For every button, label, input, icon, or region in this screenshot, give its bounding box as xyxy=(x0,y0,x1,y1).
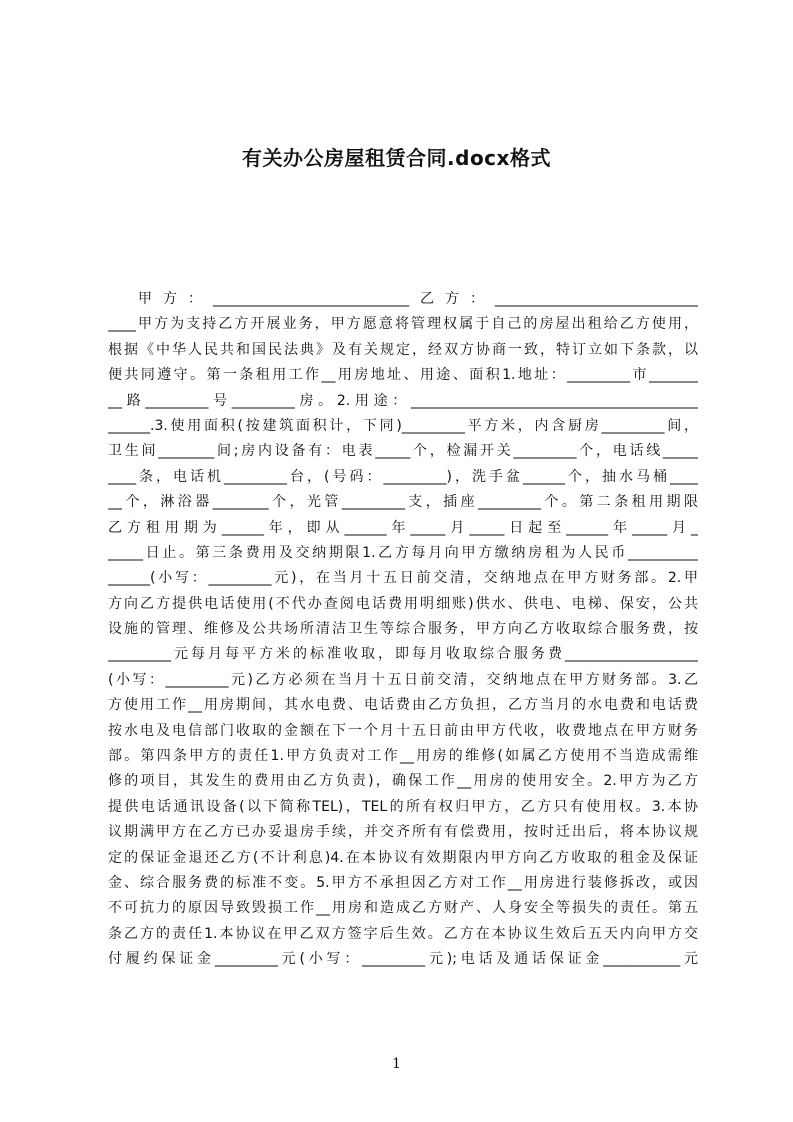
page-number: 1 xyxy=(392,1056,401,1072)
body-line: 条乙方的责任1.本协议在甲乙双方签字后生效。乙方在本协议生效后五天内向甲方交 xyxy=(108,925,698,942)
contract-body xyxy=(108,287,698,973)
body-line: ______.3.使用面积(按建筑面积计，下同)_________平方米，内含厨房_________间， xyxy=(108,417,698,434)
document-title: 有关办公房屋租赁合同.docx格式 xyxy=(242,146,551,170)
body-line: 按水电及电信部门收取的金额在下一个月十五日前由甲方代收，收费地点在甲方财务 xyxy=(108,722,698,739)
body-line: 方使用工作__用房期间，其水电费、电话费由乙方负担，乙方当月的水电费和电话费 xyxy=(108,697,698,714)
body-line: 金、综合服务费的标准不变。5.甲方不承担因乙方对工作__用房进行装修拆改，或因 xyxy=(108,874,698,891)
body-line: _________元每月每平方米的标准收取，即每月收取综合服务费___________________ xyxy=(108,646,698,663)
body-line: __路_________号_________房。2.用途：_________________________________________ xyxy=(108,392,698,409)
body-line: 设施的管理、维修及公共场所清洁卫生等综合服务，甲方向乙方收取综合服务费，按 xyxy=(108,621,698,638)
body-line: 修的项目，其发生的费用由乙方负责)，确保工作__用房的使用安全。2.甲方为乙方 xyxy=(108,773,698,790)
body-line: (小写：_________元)乙方必须在当月十五日前交清，交纳地点在甲方财务部。3.乙 xyxy=(108,671,698,688)
body-line: 议期满甲方在乙方已办妥退房手续，并交齐所有有偿费用，按时迁出后，将本协议规 xyxy=(108,824,698,841)
body-line: 便共同遵守。第一条租用工作__用房地址、用途、面积1.地址：_________市_______ xyxy=(108,367,698,384)
body-line: 根据《中华人民共和国民法典》及有关规定，经双方协商一致，特订立如下条款，以 xyxy=(108,341,698,358)
body-line: ____甲方为支持乙方开展业务，甲方愿意将管理权属于自己的房屋出租给乙方使用， xyxy=(108,316,698,333)
body-line: _____日止。第三条费用及交纳期限1.乙方每月向甲方缴纳房租为人民币__________ xyxy=(108,544,698,561)
body-line: 部。第四条甲方的责任1.甲方负责对工作__用房的维修(如属乙方使用不当造成需维 xyxy=(108,748,698,765)
body-line: 定的保证金退还乙方(不计利息)4.在本协议有效期限内甲方向乙方收取的租金及保证 xyxy=(108,849,698,866)
body-line: 提供电话通讯设备(以下简称TEL)，TEL的所有权归甲方，乙方只有使用权。3.本协 xyxy=(108,798,698,815)
body-line: 方向乙方提供电话使用(不代办查阅电话费用明细账)供水、供电、电梯、保安，公共 xyxy=(108,595,698,612)
body-line: 不可抗力的原因导致毁损工作__用房和造成乙方财产、人身安全等损失的责任。第五 xyxy=(108,900,698,917)
body-line: ______(小写：_________元)，在当月十五日前交清，交纳地点在甲方财务部。2.甲 xyxy=(108,570,698,587)
body-line: 付履约保证金_________元(小写：_________元);电话及通话保证金___________元 xyxy=(108,951,698,968)
body-line: 卫生间________间;房内设备有：电表_____个，检漏开关_________个，电话线_____ xyxy=(108,443,698,460)
body-line: ____条，电话机_________台，(号码：_________)，洗手盆______个，抽水马桶____ xyxy=(108,468,698,485)
body-line: __个，淋浴器________个，光管_________支，插座_________个。第二条租用期限 xyxy=(108,494,698,511)
body-line: 甲方：____________________________乙方：_____________________________ xyxy=(138,291,698,307)
body-line: 乙方租用期为______年，即从______年_____月_____日起至______年_____月_ xyxy=(108,519,698,536)
